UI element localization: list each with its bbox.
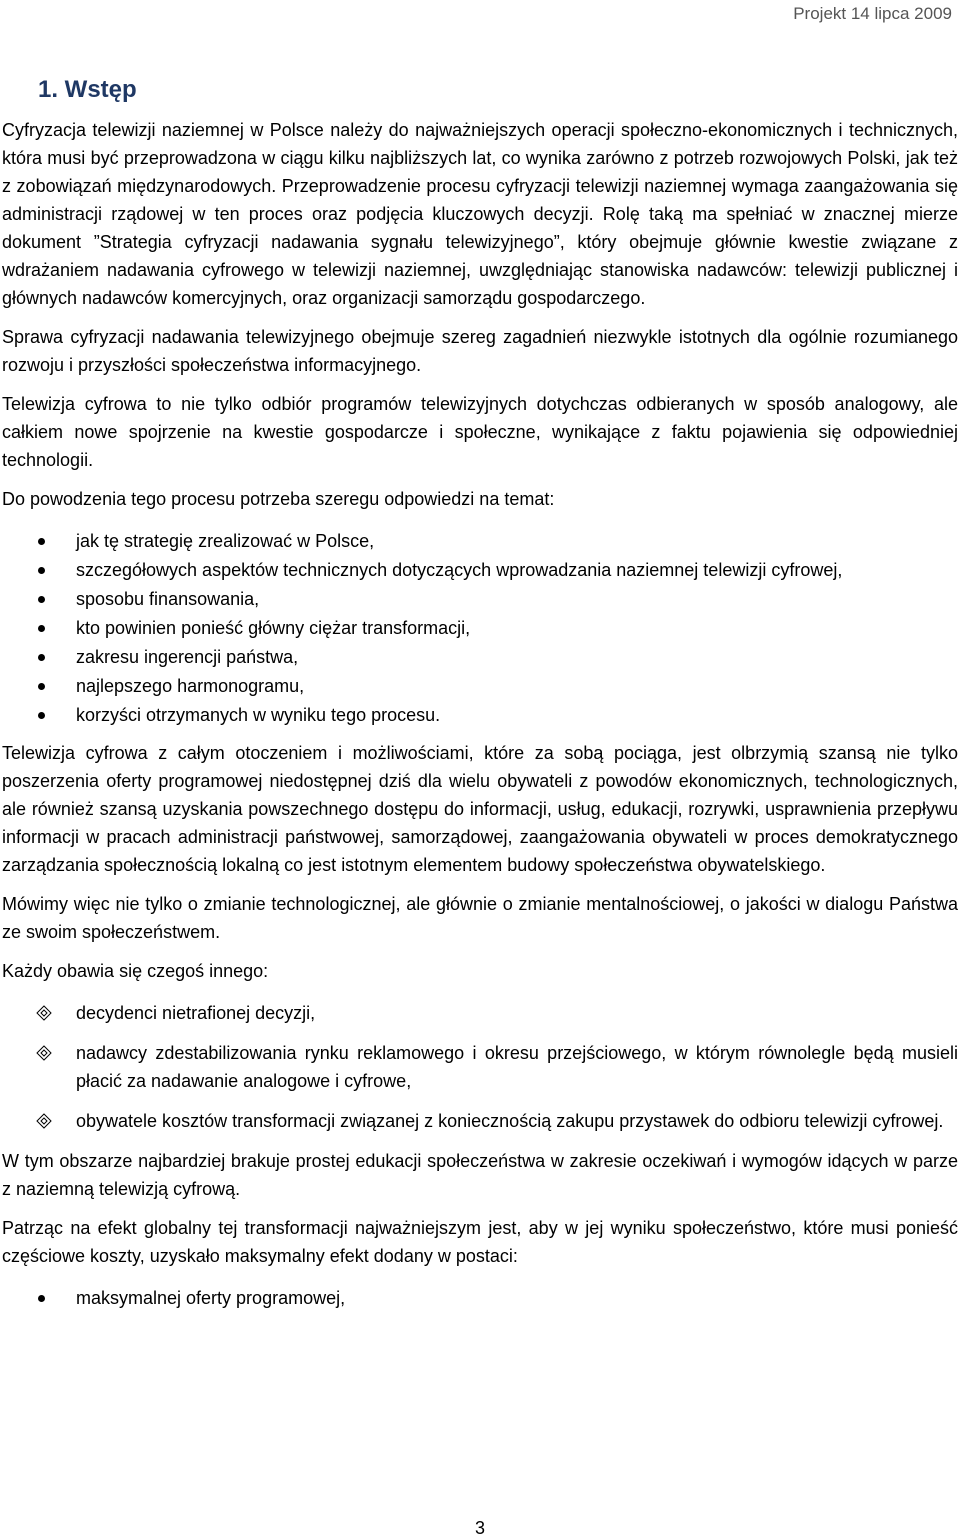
paragraph: Patrząc na efekt globalny tej transformacji najważniejszym jest, aby w jej wyniku społeczeństwo, które musi ponieść częściowe koszty, uzyskało maksymalny efekt dodany w postaci: bbox=[2, 1218, 958, 1266]
list-item-text: nadawcy zdestabilizowania rynku reklamowego i okresu przejściowego, w którym równolegle będą musieli płacić za nadawanie analogowe i cyfrowe, bbox=[76, 1043, 958, 1091]
list-item-text: decydenci nietrafionej decyzji, bbox=[76, 1003, 316, 1023]
paragraph: Do powodzenia tego procesu potrzeba szeregu odpowiedzi na temat: bbox=[2, 489, 555, 509]
list-item-text: obywatele kosztów transformacji związanej z koniecznością zakupu przystawek do odbioru telewizji cyfrowej. bbox=[76, 1111, 944, 1131]
diamond-outline-icon bbox=[36, 1113, 52, 1129]
list-item: korzyści otrzymanych w wyniku tego procesu. bbox=[2, 701, 958, 729]
diamond-outline-icon bbox=[36, 1005, 52, 1021]
bullet-list bbox=[2, 1284, 958, 1312]
list-item bbox=[2, 1039, 958, 1095]
paragraph: Telewizja cyfrowa z całym otoczeniem i możliwościami, które za sobą pociąga, jest olbrzymią szansą nie tylko poszerzenia oferty programowej niedostępnej dziś dla wielu obywateli z powodów ekonomicznych, technologicznych, ale również szansą uzyskania powszechnego dostępu do informacji, usług, edukacji, rozrywki, usprawnienia przepływu informacji w pracach administracji państwowej, samorządowej, zaangażowania obywateli w proces demokratycznego zarządzania społecznością lokalną co jest istotnym elementem budowy społeczeństwa obywatelskiego. bbox=[2, 743, 958, 875]
paragraph: Każdy obawia się czegoś innego: bbox=[2, 961, 269, 981]
paragraph: Telewizja cyfrowa to nie tylko odbiór programów telewizyjnych dotychczas odbieranych w sposób analogowy, ale całkiem nowe spojrzenie na kwestie gospodarcze i społeczne, wynikające z faktu pojawienia się odpowiedniej technologii. bbox=[2, 394, 958, 470]
page-header: Projekt 14 lipca 2009 bbox=[793, 4, 952, 23]
list-item: zakresu ingerencji państwa, bbox=[2, 643, 958, 671]
list-item: szczegółowych aspektów technicznych dotyczących wprowadzania naziemnej telewizji cyfrowej, bbox=[2, 556, 958, 584]
list-item bbox=[2, 1107, 958, 1135]
diamond-outline-icon bbox=[36, 1045, 52, 1061]
paragraph: Cyfryzacja telewizji naziemnej w Polsce należy do najważniejszych operacji społeczno-ekonomicznych i technicznych, która musi być przeprowadzona w ciągu kilku najbliższych lat, co wynika zarówno z potrzeb rozwojowych Polski, jak też z zobowiązań międzynarodowych. Przeprowadzenie procesu cyfryzacji telewizji naziemnej wymaga zaangażowania się administracji rządowej w ten proces oraz podjęcia kluczowych decyzji. Rolę taką ma spełniać w znacznej mierze dokument ”Strategia cyfryzacji nadawania sygnału telewizyjnego”, który obejmuje głównie kwestie związane z wdrażaniem nadawania cyfrowego w telewizji naziemnej, uwzględniając stanowiska nadawców: telewizji publicznej i głównych nadawców komercyjnych, oraz organizacji samorządu gospodarczego. bbox=[2, 120, 958, 308]
document-body bbox=[2, 74, 958, 1322]
list-item: najlepszego harmonogramu, bbox=[2, 672, 958, 700]
diamond-list bbox=[2, 999, 958, 1135]
list-item: sposobu finansowania, bbox=[2, 585, 958, 613]
paragraph: Sprawa cyfryzacji nadawania telewizyjnego obejmuje szereg zagadnień niezwykle istotnych dla ogólnie rozumianego rozwoju i przyszłości społeczeństwa informacyjnego. bbox=[2, 327, 958, 375]
list-item: maksymalnej oferty programowej, bbox=[2, 1284, 958, 1312]
bullet-list bbox=[2, 527, 958, 729]
page-number: 3 bbox=[474, 1518, 485, 1538]
paragraph: Mówimy więc nie tylko o zmianie technologicznej, ale głównie o zmianie mentalnościowej, o jakości w dialogu Państwa ze swoim społeczeństwem. bbox=[2, 894, 958, 942]
list-item: kto powinien ponieść główny ciężar transformacji, bbox=[2, 614, 958, 642]
paragraph: W tym obszarze najbardziej brakuje prostej edukacji społeczeństwa w zakresie oczekiwań i wymogów idących w parze z naziemną telewizją cyfrową. bbox=[2, 1151, 958, 1199]
list-item: jak tę strategię zrealizować w Polsce, bbox=[2, 527, 958, 555]
section-heading: 1. Wstęp bbox=[38, 76, 137, 103]
list-item bbox=[2, 999, 958, 1027]
